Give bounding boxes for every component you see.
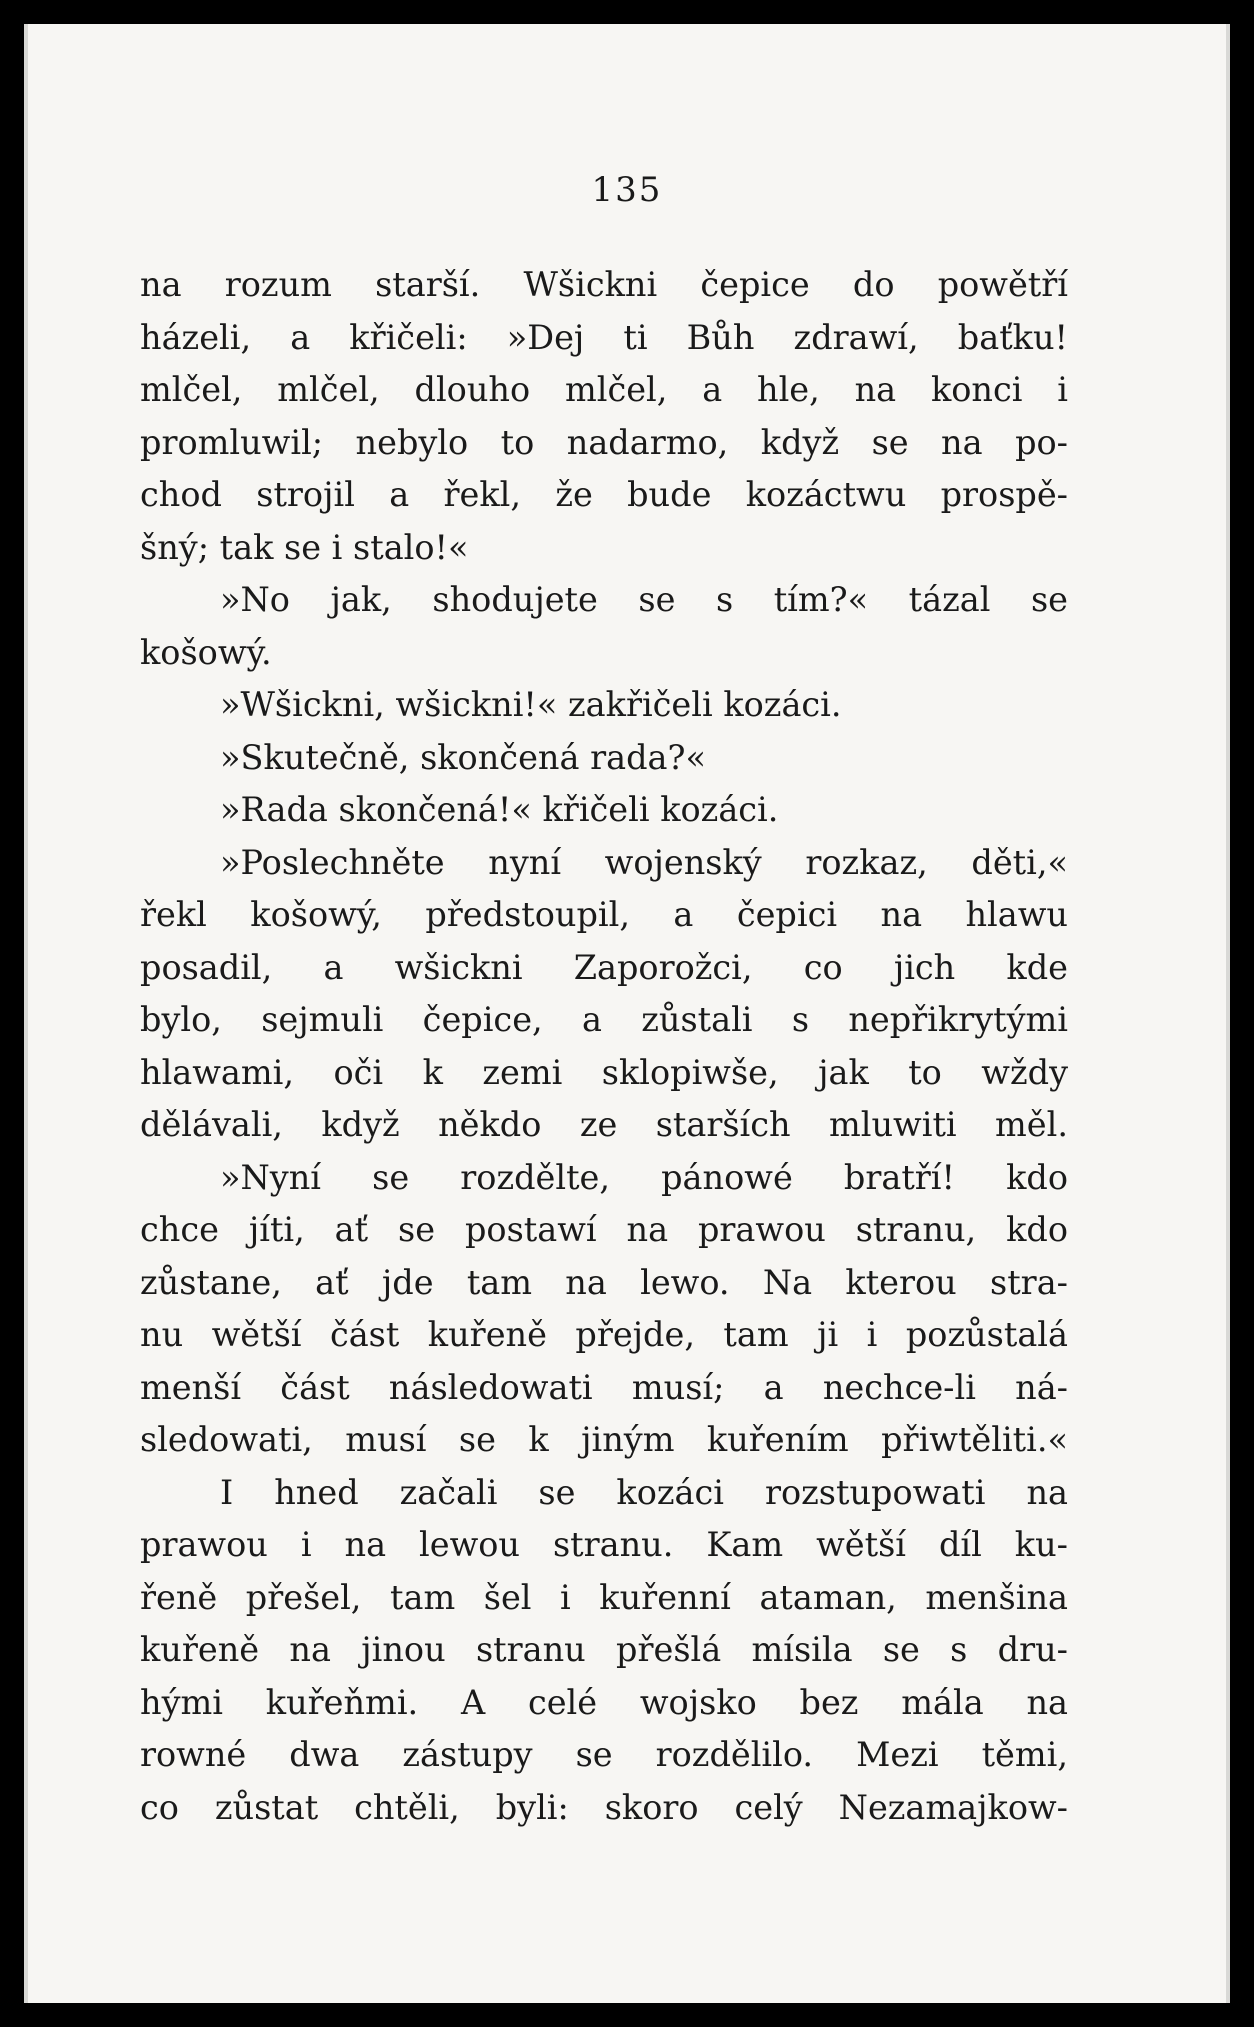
text-line: co zůstat chtěli, byli: skoro celý Nezamajkow- (140, 1787, 1068, 1827)
text-line: hými kuřeňmi. A celé wojsko bez mála na (140, 1682, 1068, 1722)
text-line: rowné dwa zástupy se rozdělilo. Mezi těmi, (140, 1735, 1068, 1774)
text-line: chce jíti, ať se postawí na prawou stranu, kdo (140, 1210, 1068, 1249)
text-line: »Rada skončená!« křičeli kozáci. (220, 790, 779, 829)
text-line: »No jak, shodujete se s tím?« tázal se (220, 580, 1068, 619)
text-line: házeli, a křičeli: »Dej ti Bůh zdrawí, baťku! (140, 317, 1068, 357)
text-line: zůstane, ať jde tam na lewo. Na kterou stra- (140, 1262, 1068, 1302)
text-line: I hned začali se kozáci rozstupowati na (220, 1472, 1068, 1512)
text-line: nu wětší část kuřeně přejde, tam ji i pozůstalá (140, 1315, 1068, 1354)
page-number: 135 (591, 170, 663, 210)
text-line: košowý. (140, 632, 272, 672)
text-line: chod strojil a řekl, že bude kozáctwu prospě- (140, 475, 1068, 514)
text-line: »Wšickni, wšickni!« zakřičeli kozáci. (220, 685, 842, 724)
text-line: promluwil; nebylo to nadarmo, když se na po- (140, 422, 1068, 462)
text-line: na rozum starší. Wšickni čepice do powětří (140, 265, 1068, 304)
text-line: kuřeně na jinou stranu přešlá mísila se s dru- (140, 1630, 1068, 1669)
book-page (24, 24, 1230, 2003)
text-line: menší část následowati musí; a nechce-li ná- (140, 1367, 1068, 1407)
text-line: bylo, sejmuli čepice, a zůstali s nepřikrytými (140, 1000, 1068, 1039)
text-line: »Poslechněte nyní wojenský rozkaz, děti,« (220, 842, 1068, 882)
body-text (140, 259, 1068, 1834)
text-line: »Nyní se rozdělte, pánowé bratří! kdo (220, 1157, 1068, 1197)
text-line: řeně přešel, tam šel i kuřenní ataman, menšina (140, 1577, 1068, 1617)
text-line: posadil, a wšickni Zaporožci, co jich kde (140, 947, 1068, 987)
text-line: šný; tak se i stalo!« (140, 527, 469, 567)
text-line: sledowati, musí se k jiným kuřením přiwtěliti.« (140, 1420, 1068, 1459)
text-line: hlawami, oči k zemi sklopiwše, jak to wždy (140, 1052, 1068, 1092)
text-line: dělávali, když někdo ze starších mluwiti měl. (140, 1105, 1068, 1144)
text-line: řekl košowý, předstoupil, a čepici na hlawu (140, 895, 1068, 934)
text-line: prawou i na lewou stranu. Kam wětší díl ku- (140, 1525, 1068, 1564)
text-line: »Skutečně, skončená rada?« (220, 737, 706, 777)
text-line: mlčel, mlčel, dlouho mlčel, a hle, na konci i (140, 370, 1068, 409)
